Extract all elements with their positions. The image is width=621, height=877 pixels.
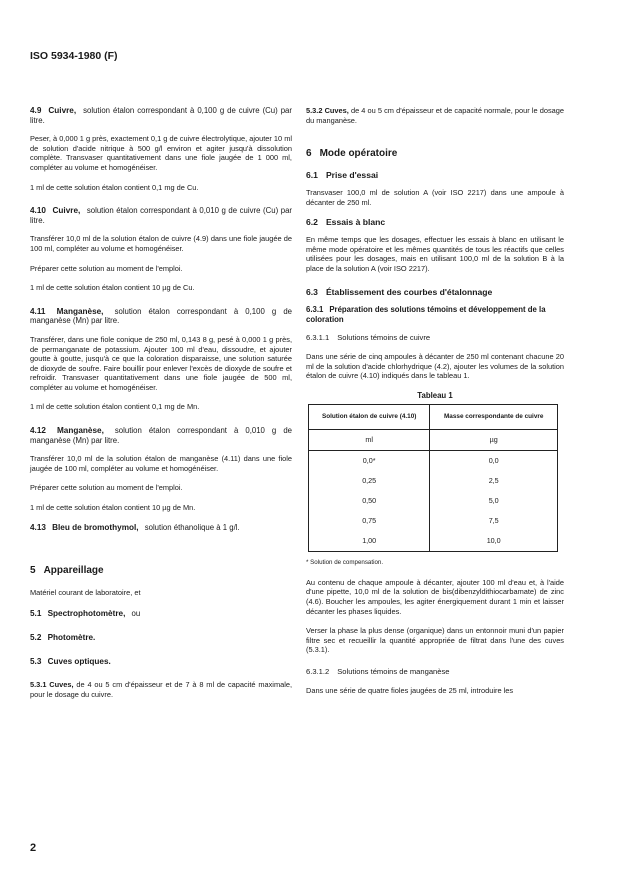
table-footnote: * Solution de compensation. (306, 559, 384, 567)
table-row: 0,0* 0,0 (309, 451, 558, 472)
table-header-solution: Solution étalon de cuivre (4.10) (309, 405, 430, 430)
document-header: ISO 5934-1980 (F) (30, 50, 118, 62)
paragraph: Dans une série de cinq ampoules à décanter de 250 ml contenant chacune 20 ml de la solution d'acide chlorhydrique (4.2), ajouter les volumes de la solution étalon de cuivre (4.10) indiqués dans le tableau 1. (306, 351, 564, 381)
table-row: 0,75 7,5 (309, 511, 558, 531)
section-4-11: 4.11 Manganèse, solution étalon correspondant à 0,100 g de manganèse (Mn) par litre. (30, 306, 292, 326)
paragraph: Transférer 10,0 ml de la solution étalon de manganèse (4.11) dans une fiole jaugée de 100 ml, compléter au volume et homogénéiser. (30, 454, 292, 473)
table-unit: µg (430, 430, 558, 451)
section-4-12: 4.12 Manganèse, solution étalon correspondant à 0,010 g de manganèse (Mn) par litre. (30, 426, 292, 445)
section-5-2: 5.2 Photomètre. (30, 633, 96, 642)
section-4-9: 4.9 Cuivre, solution étalon correspondant à 0,100 g de cuivre (Cu) par litre. (30, 106, 292, 125)
section-6-3-1-1-heading: 6.3.1.1 Solutions témoins de cuivre (306, 333, 431, 343)
paragraph: Au contenu de chaque ampoule à décanter, ajouter 100 ml d'eau et, à l'aide d'une pipette, 10,0 ml de la solution de bis(dibenzyldithiocarbamate) de zinc (4.6). Boucher les ampoules, les agiter énergiquement durant 1 min et laisser décanter les phases liquides. (306, 577, 564, 616)
section-6-3-1-heading: 6.3.1 Préparation des solutions témoins et développement de la coloration (306, 305, 546, 324)
section-6-3-1-2-heading: 6.3.1.2 Solutions témoins de manganèse (306, 667, 450, 677)
table-row: 0,50 5,0 (309, 491, 558, 511)
left-column (30, 106, 292, 709)
table-header-mass: Masse correspondante de cuivre (430, 405, 558, 430)
paragraph: Dans une série de quatre fioles jaugées de 25 ml, introduire les (306, 685, 514, 695)
paragraph: Peser, à 0,000 1 g près, exactement 0,1 g de cuivre électrolytique, ajouter 10 ml de solution d'acide nitrique à 500 g/l environ et agiter jusqu'à dissolution complète. Transvaser quantitativement dans une fiole jaugée de 1 000 ml, compléter au volume et homogénéiser. (30, 134, 292, 172)
paragraph: 1 ml de cette solution étalon contient 0,1 mg de Cu. (30, 182, 199, 192)
section-4-13: 4.13 Bleu de bromothymol, solution éthanolique à 1 g/l. (30, 522, 240, 532)
paragraph: Transférer 10,0 ml de la solution étalon de cuivre (4.9) dans une fiole jaugée de 100 ml, compléter au volume et homogénéiser. (30, 234, 292, 253)
table-row: 0,25 2,5 (309, 471, 558, 491)
section-5-3: 5.3 Cuves optiques. (30, 656, 111, 666)
section-6-2-heading: 6.2 Essais à blanc (306, 216, 386, 227)
section-4-10: 4.10 Cuivre, solution étalon correspondant à 0,010 g de cuivre (Cu) par litre. (30, 206, 293, 225)
section-5-heading: 5 Appareillage (30, 565, 104, 577)
paragraph: Matériel courant de laboratoire, et (30, 587, 141, 597)
table-1 (308, 404, 558, 552)
paragraph: Verser la phase la plus dense (organique) dans un entonnoir muni d'un papier filtre sec et recueillir la quantité appropriée de filtrat dans l'une des cuves (5.3.1). (306, 626, 564, 655)
section-6-heading: 6 Mode opératoire (306, 148, 398, 160)
paragraph: 1 ml de cette solution étalon contient 0,1 mg de Mn. (30, 402, 200, 412)
paragraph: 1 ml de cette solution étalon contient 10 µg de Cu. (30, 283, 195, 293)
paragraph: Transférer, dans une fiole conique de 250 ml, 0,143 8 g, pesé à 0,000 1 g près, de permanganate de potassium. Ajouter 100 ml d'eau, dissoudre, et ajouter goutte à goutte, jusqu'à ce que la coloration disparaisse, une solution saturée de dioxyde de soufre. Faire bouillir pour enlever l'excès de dioxyde de soufre et refroidir. Transvaser quantitativement dans une fiole jaugée de 500 ml, compléter au volume et homogénéiser. (30, 334, 292, 392)
section-5-3-2: 5.3.2 Cuves, de 4 ou 5 cm d'épaisseur et de capacité normale, pour le dosage du manganèse. (306, 106, 564, 125)
section-6-1-heading: 6.1 Prise d'essai (306, 169, 379, 180)
section-5-1: 5.1 Spectrophotomètre, ou (30, 609, 141, 619)
page-number: 2 (30, 842, 37, 854)
section-5-3-1: 5.3.1 Cuves, de 4 ou 5 cm d'épaisseur et de 7 à 8 ml de capacité maximale, pour le dosage du cuivre. (30, 680, 293, 699)
section-6-3-heading: 6.3 Établissement des courbes d'étalonnage (306, 286, 493, 297)
right-column (306, 106, 564, 705)
paragraph: En même temps que les dosages, effectuer les essais à blanc en utilisant le même mode opératoire et les mêmes quantités de tous les réactifs que celles utilisées pour les dosages, mais en utilisant 100,0 ml de la solution B à la place de la solution A (voir ISO 2217). (306, 235, 564, 273)
table-row: 1,00 10,0 (309, 531, 558, 552)
paragraph: Préparer cette solution au moment de l'emploi. (30, 483, 183, 493)
table-unit: ml (309, 430, 430, 451)
table-caption: Tableau 1 (417, 390, 453, 400)
paragraph: Transvaser 100,0 ml de solution A (voir ISO 2217) dans une ampoule à décanter de 250 ml. (306, 188, 564, 207)
paragraph: Préparer cette solution au moment de l'emploi. (30, 263, 183, 273)
paragraph: 1 ml de cette solution étalon contient 10 µg de Mn. (30, 503, 196, 513)
